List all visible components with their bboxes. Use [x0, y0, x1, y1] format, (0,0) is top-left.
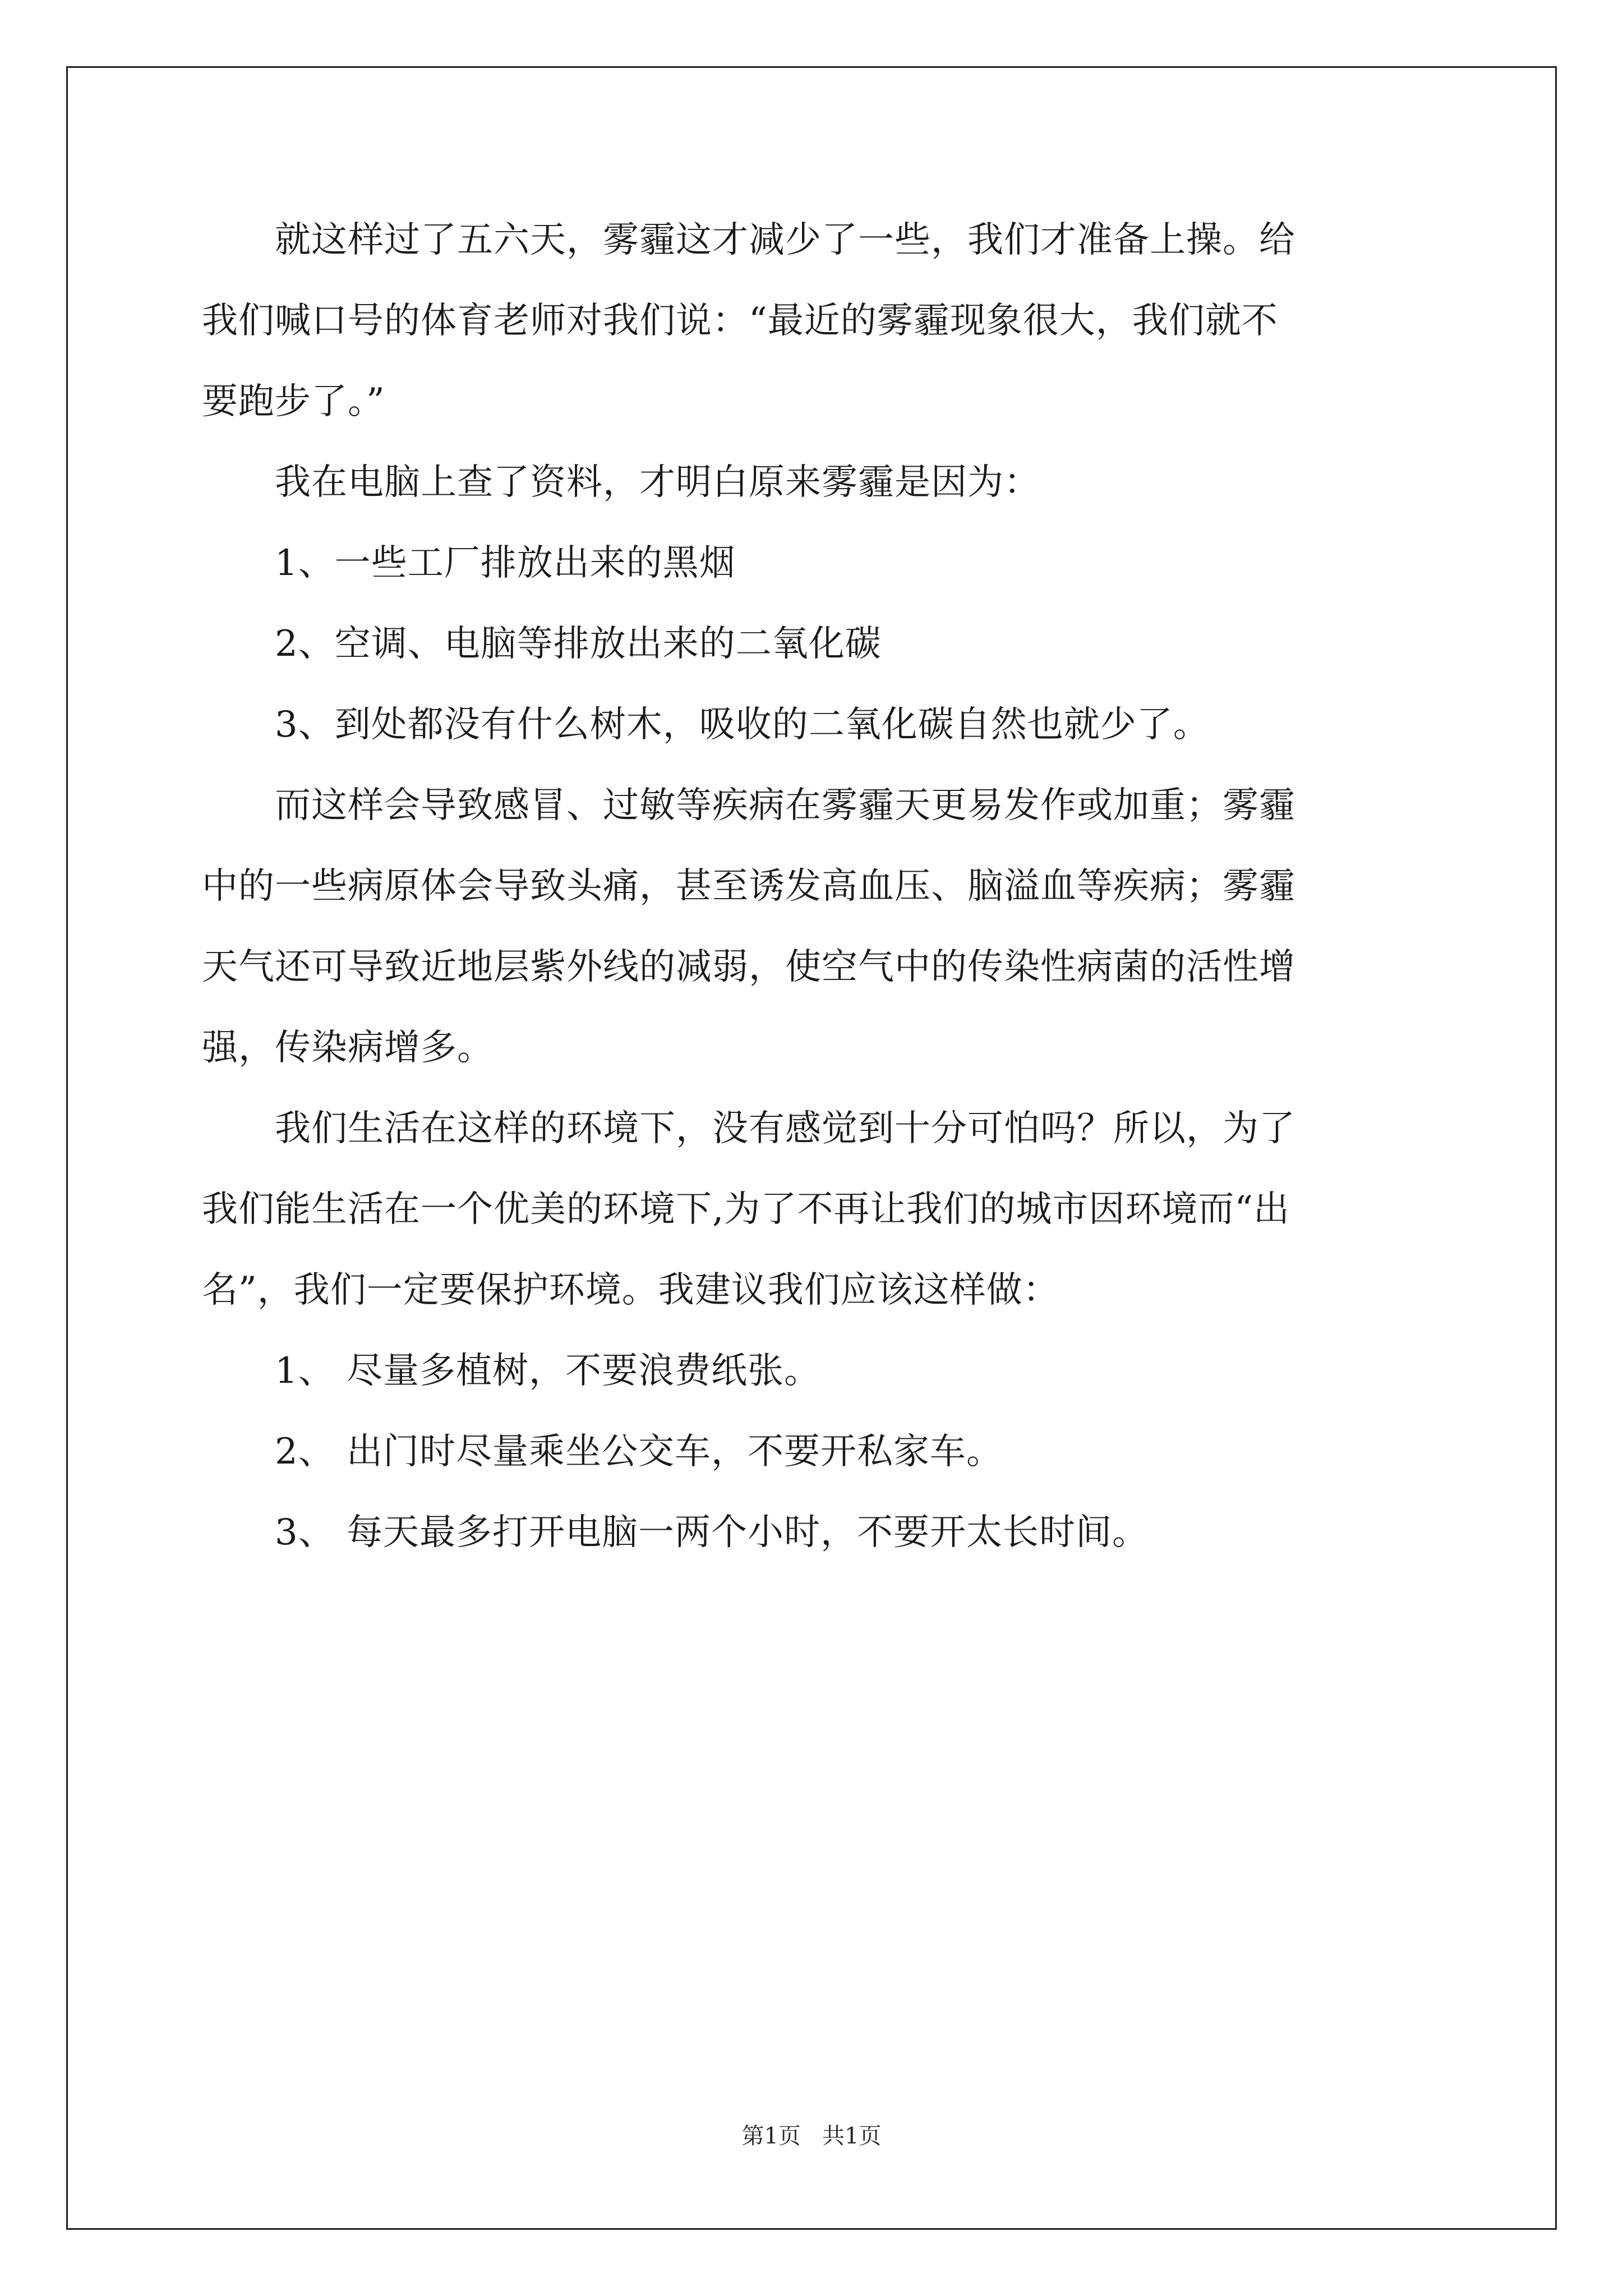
- text-line: 而这样会导致感冒、过敏等疾病在雾霾天更易发作或加重；雾霾: [202, 785, 1295, 826]
- text-line: 我在电脑上查了资料，才明白原来雾霾是因为：: [202, 462, 1040, 503]
- text-line: 名”，我们一定要保护环境。我建议我们应该这样做：: [202, 1269, 1059, 1311]
- text-line: 3、到处都没有什么树木，吸收的二氧化碳自然也就少了。: [202, 704, 1210, 746]
- text-line: 3、 每天最多打开电脑一两个小时，不要开太长时间。: [202, 1512, 1149, 1553]
- page-number-footer: 第1页 共1页: [741, 2123, 882, 2149]
- text-line: 2、 出门时尽量乘坐公交车，不要开私家车。: [202, 1431, 1003, 1473]
- text-line: 就这样过了五六天，雾霾这才减少了一些，我们才准备上操。给: [202, 219, 1295, 261]
- text-line: 1、一些工厂排放出来的黑烟: [202, 542, 736, 584]
- text-line: 中的一些病原体会导致头痛，甚至诱发高血压、脑溢血等疾病；雾霾: [202, 866, 1295, 907]
- text-line: 要跑步了。”: [202, 381, 385, 422]
- text-line: 强，传染病增多。: [202, 1027, 494, 1069]
- text-line: 天气还可导致近地层紫外线的减弱，使空气中的传染性病菌的活性增: [202, 946, 1295, 988]
- text-line: 我们能生活在一个优美的环境下,为了不再让我们的城市因环境而“出: [202, 1189, 1290, 1230]
- text-line: 我们喊口号的体育老师对我们说：“最近的雾霾现象很大，我们就不: [202, 300, 1278, 342]
- text-line: 1、 尽量多植树，不要浪费纸张。: [202, 1350, 821, 1392]
- text-line: 我们生活在这样的环境下，没有感觉到十分可怕吗？所以，为了: [202, 1108, 1295, 1149]
- text-line: 2、空调、电脑等排放出来的二氧化碳: [202, 623, 882, 665]
